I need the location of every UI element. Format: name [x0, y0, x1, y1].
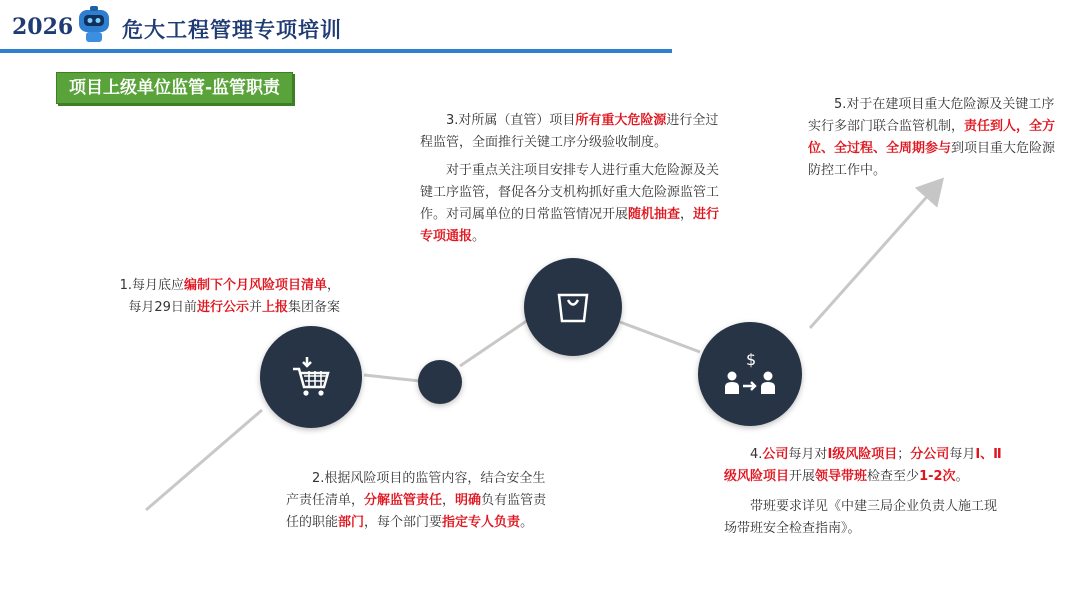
- header-year: 2026: [12, 14, 74, 40]
- svg-text:$: $: [746, 350, 757, 369]
- exchange-node: [698, 322, 802, 426]
- bag-node: [524, 258, 622, 356]
- section-title: 项目上级单位监管-监管职责: [56, 72, 293, 104]
- small-node: [418, 360, 462, 404]
- item-2-text: 2.根据风险项目的监管内容，结合安全生产责任清单，分解监管责任，明确负有监管责任的职能部门，每个部门要指定专人负责。: [286, 471, 547, 530]
- bag-icon: [555, 289, 591, 325]
- item-5-text: 5.对于在建项目重大危险源及关键工序实行多部门联合监管机制，责任到人，全方位、全过程、全周期参与到项目重大危险源防控工作中。: [808, 97, 1056, 178]
- item-3-text: 3.对所属（直管）项目所有重大危险源进行全过程监管，全面推行关键工序分级验收制度。 对于重点关注项目安排专人进行重大危险源及关键工序监管，督促各分支机构抓好重大危险源监管工作。对司属单位的日常监管情况开展随机抽查，进行专项通报。: [420, 113, 720, 244]
- item-1-text: 1.每月底应编制下个月风险项目清单， 每月29日前进行公示并上报集团备案: [119, 278, 340, 315]
- item-4-text: 4.公司每月对Ⅰ级风险项目；分公司每月Ⅰ、Ⅱ级风险项目开展领导带班检查至少1-2次。 带班要求详见《中建三局企业负责人施工现场带班安全检查指南》。: [724, 447, 1002, 536]
- cart-node: [260, 326, 362, 428]
- exchange-icon: [722, 350, 778, 398]
- header-title: 危大工程管理专项培训: [122, 17, 342, 42]
- cart-icon: [289, 355, 333, 399]
